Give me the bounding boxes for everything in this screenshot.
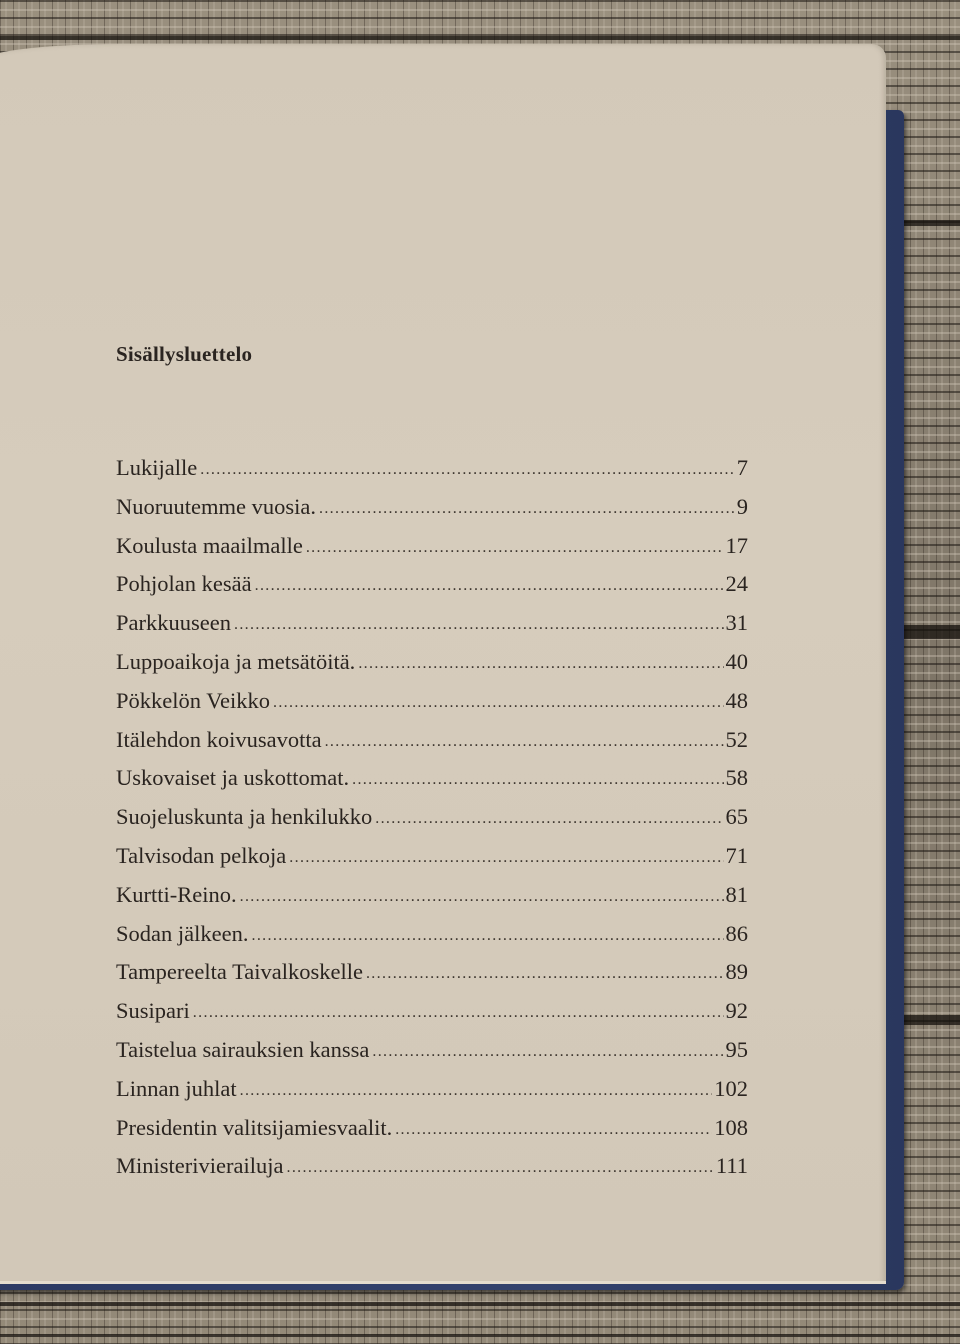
toc-entry-page: 9 bbox=[736, 493, 748, 519]
toc-entry-page: 102 bbox=[714, 1075, 748, 1101]
toc-entry-page: 86 bbox=[725, 920, 748, 946]
dot-leader bbox=[358, 656, 723, 672]
toc-entry-page: 7 bbox=[736, 455, 748, 480]
toc-entry bbox=[116, 449, 748, 488]
toc-list bbox=[116, 449, 748, 1186]
toc-entry-page: 111 bbox=[715, 1153, 748, 1179]
toc-entry bbox=[116, 488, 748, 527]
toc-entry bbox=[116, 953, 748, 992]
toc-entry bbox=[116, 837, 748, 876]
dot-leader bbox=[200, 462, 735, 478]
dot-leader bbox=[325, 734, 724, 750]
page-edge-highlight bbox=[0, 1281, 886, 1284]
book-page bbox=[0, 44, 886, 1284]
dot-leader bbox=[286, 1160, 713, 1176]
toc-entry-title: Presidentin valitsijamiesvaalit. bbox=[116, 1114, 393, 1140]
dot-leader bbox=[375, 811, 723, 827]
toc-entry-page: 24 bbox=[725, 571, 748, 597]
toc-entry-page: 71 bbox=[725, 842, 748, 868]
dot-leader bbox=[255, 578, 724, 594]
wood-plank-seam bbox=[0, 1302, 960, 1306]
toc-entry bbox=[116, 1109, 748, 1148]
dot-leader bbox=[366, 966, 724, 982]
toc-entry-title: Sodan jälkeen. bbox=[116, 920, 249, 946]
toc-entry bbox=[116, 527, 748, 566]
toc-entry-title: Taistelua sairauksien kanssa bbox=[116, 1036, 370, 1062]
wood-plank-seam bbox=[904, 1015, 960, 1025]
toc-entry-title: Ministerivierailuja bbox=[116, 1153, 284, 1179]
toc-entry bbox=[116, 682, 748, 721]
toc-entry bbox=[116, 1070, 748, 1109]
dot-leader bbox=[395, 1122, 712, 1138]
toc-entry-title: Linnan juhlat bbox=[116, 1075, 237, 1101]
wood-plank-seam bbox=[904, 220, 960, 226]
toc-entry-title: Parkkuuseen bbox=[116, 610, 231, 636]
toc-entry bbox=[116, 992, 748, 1031]
toc-entry-page: 108 bbox=[714, 1114, 748, 1140]
toc-entry bbox=[116, 759, 748, 798]
dot-leader bbox=[319, 501, 735, 517]
dot-leader bbox=[240, 889, 724, 905]
dot-leader bbox=[193, 1005, 724, 1021]
dot-leader bbox=[234, 617, 724, 633]
dot-leader bbox=[273, 695, 724, 711]
toc-entry bbox=[116, 876, 748, 915]
toc-entry-title: Nuoruutemme vuosia. bbox=[116, 493, 316, 519]
toc-entry-page: 31 bbox=[725, 610, 748, 636]
toc-entry bbox=[116, 604, 748, 643]
dot-leader bbox=[372, 1044, 723, 1060]
toc-entry-title: Luppoaikoja ja metsätöitä. bbox=[116, 648, 356, 674]
toc-entry-title: Kurtti-Reino. bbox=[116, 881, 237, 907]
toc-entry-page: 48 bbox=[725, 687, 748, 713]
toc-entry-title: Suojeluskunta ja henkilukko bbox=[116, 804, 373, 830]
toc-entry-page: 17 bbox=[725, 532, 748, 558]
toc-entry bbox=[116, 643, 748, 682]
dot-leader bbox=[289, 850, 723, 866]
toc-entry-page: 58 bbox=[725, 765, 748, 791]
wood-plank-seam bbox=[0, 36, 960, 40]
toc-entry-page: 92 bbox=[725, 998, 748, 1024]
toc-entry-page: 52 bbox=[725, 726, 748, 752]
toc-entry-title: Pökkelön Veikko bbox=[116, 687, 270, 713]
toc-entry bbox=[116, 565, 748, 604]
dot-leader bbox=[352, 772, 723, 788]
toc-entry-page: 95 bbox=[725, 1036, 748, 1062]
toc-entry-title: Talvisodan pelkoja bbox=[116, 842, 287, 868]
toc-entry-page: 89 bbox=[725, 959, 748, 985]
toc-heading: Sisällysluettelo bbox=[116, 342, 253, 366]
wood-plank-seam bbox=[0, 1334, 960, 1337]
toc-entry bbox=[116, 1031, 748, 1070]
toc-entry-title: Itälehdon koivusavotta bbox=[116, 726, 322, 752]
toc-entry bbox=[116, 1147, 748, 1186]
dot-leader bbox=[240, 1083, 713, 1099]
wood-plank-seam bbox=[904, 625, 960, 639]
dot-leader bbox=[306, 540, 724, 556]
toc-entry-title: Uskovaiset ja uskottomat. bbox=[116, 765, 350, 791]
toc-entry-title: Koulusta maailmalle bbox=[116, 532, 303, 558]
toc-entry-title: Pohjolan kesää bbox=[116, 571, 252, 597]
toc-entry-page: 40 bbox=[725, 648, 748, 674]
dot-leader bbox=[251, 928, 723, 944]
toc-entry bbox=[116, 915, 748, 954]
toc-entry-title: Susipari bbox=[116, 998, 190, 1024]
toc-entry bbox=[116, 721, 748, 760]
toc-entry-page: 65 bbox=[725, 804, 748, 830]
toc-entry-page: 81 bbox=[725, 881, 748, 907]
toc-entry bbox=[116, 798, 748, 837]
toc-entry-title: Lukijalle bbox=[116, 455, 198, 480]
toc-entry-title: Tampereelta Taivalkoskelle bbox=[116, 959, 363, 985]
